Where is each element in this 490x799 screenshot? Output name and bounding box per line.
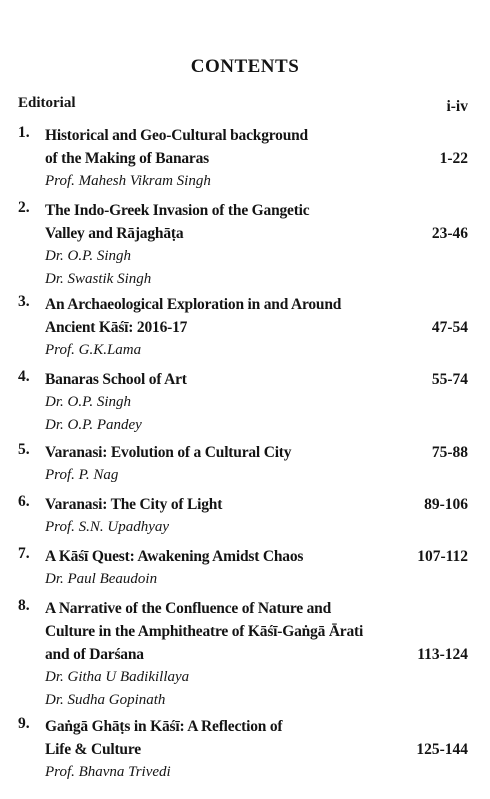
entry-title-line: of the Making of Banaras	[45, 150, 209, 167]
entry-number: 5.	[18, 441, 30, 458]
toc-entry[interactable]	[18, 124, 468, 193]
entry-title-line: Varanasi: The City of Light	[45, 496, 223, 513]
toc-entry[interactable]	[18, 293, 468, 362]
entry-author: Dr. Paul Beaudoin	[45, 571, 158, 587]
entry-author: Dr. O.P. Singh	[45, 394, 131, 410]
toc-entry[interactable]	[18, 545, 468, 591]
entry-pages: 23-46	[431, 225, 468, 242]
entry-number: 7.	[18, 545, 30, 562]
entry-title-line: and of Darśana	[45, 646, 144, 663]
toc-entry[interactable]	[18, 493, 468, 539]
entry-title-line: Culture in the Amphitheatre of Kāśī-Gaṅgā Ārati	[45, 623, 364, 640]
entry-author: Prof. G.K.Lama	[45, 342, 142, 358]
entry-author: Dr. Githa U Badikillaya	[45, 669, 190, 685]
toc-entry[interactable]	[18, 597, 468, 712]
entry-title-line: Banaras School of Art	[45, 371, 187, 388]
entry-pages: 125-144	[416, 741, 468, 758]
toc-entry[interactable]	[18, 441, 468, 487]
entry-number: 4.	[18, 368, 30, 385]
entry-title-line: Historical and Geo-Cultural background	[45, 127, 308, 144]
entry-author: Prof. Bhavna Trivedi	[45, 764, 171, 780]
entry-author: Dr. O.P. Pandey	[45, 417, 142, 433]
entry-pages: 107-112	[417, 548, 468, 565]
entry-pages: 89-106	[424, 496, 468, 513]
entry-title-line: Valley and Rājaghāṭa	[45, 225, 184, 242]
editorial-row	[18, 95, 468, 115]
entry-author: Prof. Mahesh Vikram Singh	[45, 173, 211, 189]
entry-number: 9.	[18, 715, 30, 732]
entry-author: Prof. P. Nag	[45, 467, 119, 483]
contents-heading: CONTENTS	[190, 56, 300, 77]
entry-number: 1.	[18, 124, 30, 141]
entry-number: 6.	[18, 493, 30, 510]
entry-title-line: An Archaeological Exploration in and Around	[45, 296, 342, 313]
entry-author: Dr. Sudha Gopinath	[45, 692, 166, 708]
entry-title-line: Life & Culture	[45, 741, 141, 758]
entry-title-line: A Kāśī Quest: Awakening Amidst Chaos	[45, 548, 304, 565]
entry-pages: 1-22	[439, 150, 468, 167]
entry-title-line: Gaṅgā Ghāṭs in Kāśī: A Reflection of	[45, 718, 283, 735]
entry-author: Prof. S.N. Upadhyay	[45, 519, 170, 535]
entry-title-line: Ancient Kāśī: 2016-17	[45, 319, 188, 336]
toc-entry[interactable]	[18, 715, 468, 784]
entry-number: 3.	[18, 293, 30, 310]
entry-pages: 75-88	[431, 444, 468, 461]
toc-entry[interactable]	[18, 199, 468, 291]
editorial-label: Editorial	[18, 95, 76, 111]
editorial-pages: i-iv	[446, 98, 468, 115]
entry-number: 8.	[18, 597, 30, 614]
entry-pages: 55-74	[431, 371, 468, 388]
toc-entry[interactable]	[18, 368, 468, 437]
entry-author: Dr. Swastik Singh	[45, 271, 152, 287]
entry-number: 2.	[18, 199, 30, 216]
entry-title-line: Varanasi: Evolution of a Cultural City	[45, 444, 292, 461]
entry-title-line: The Indo-Greek Invasion of the Gangetic	[45, 202, 310, 219]
entry-author: Dr. O.P. Singh	[45, 248, 131, 264]
entry-pages: 113-124	[417, 646, 468, 663]
entry-pages: 47-54	[431, 319, 468, 336]
entry-title-line: A Narrative of the Confluence of Nature and	[45, 600, 332, 617]
